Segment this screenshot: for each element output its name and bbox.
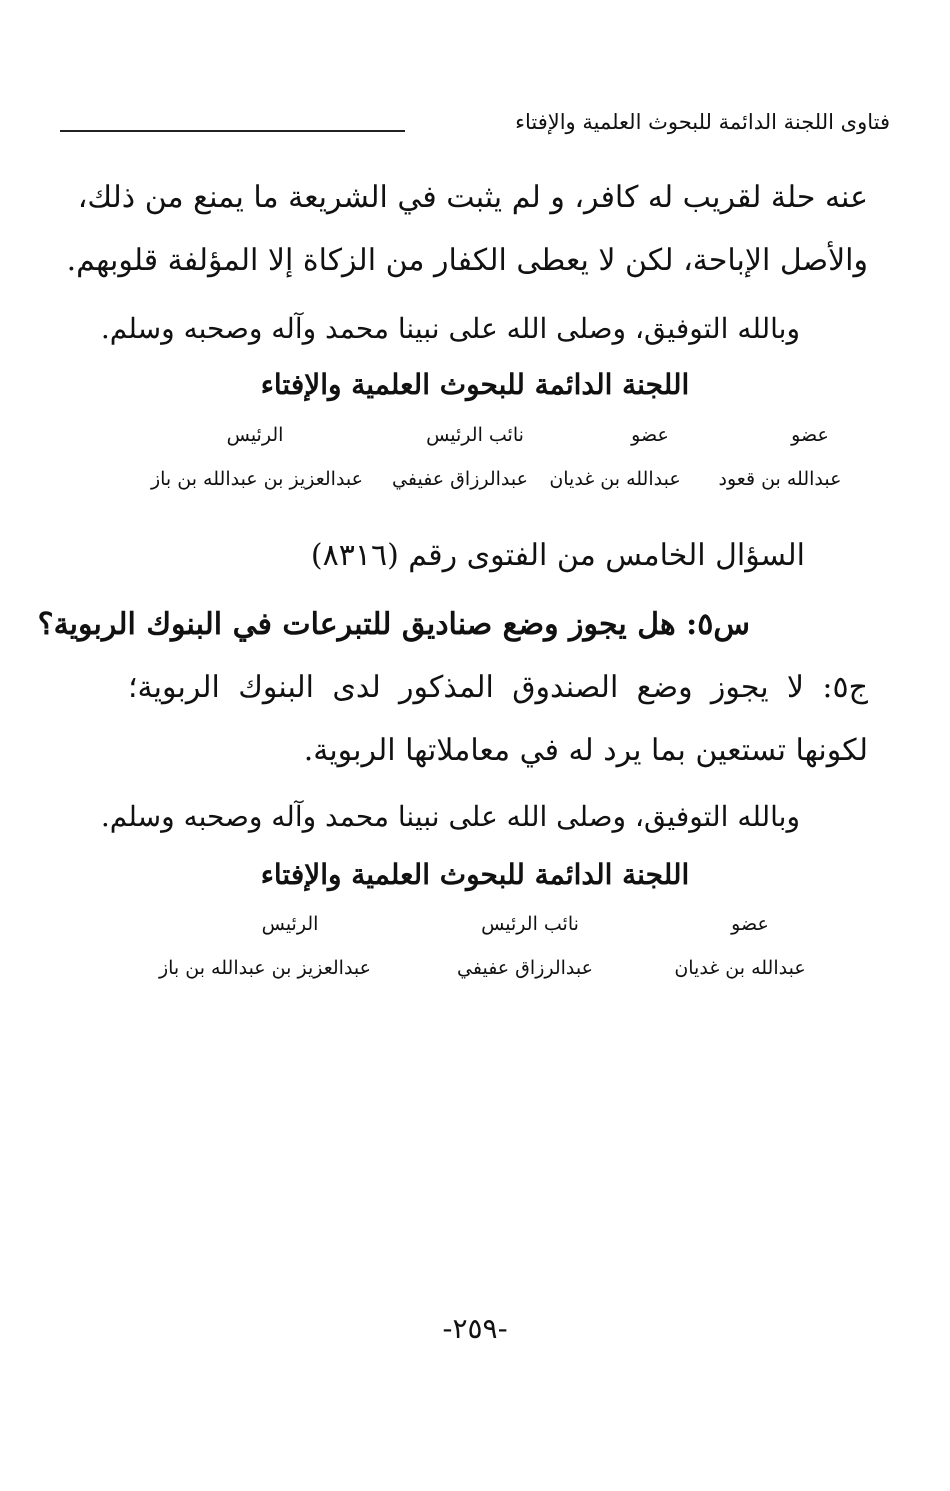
signatory-name: عبدالعزيز بن عبدالله بن باز: [150, 468, 364, 490]
closing-formula: وبالله التوفيق، وصلى الله على نبينا محمد وآله وصحبه وسلم.: [100, 800, 800, 833]
running-header: [60, 108, 890, 148]
answer-line: ج٥: لا يجوز وضع الصندوق المذكور لدى البنوك الربوية؛: [128, 670, 868, 705]
signatory-roles: [0, 913, 950, 943]
paragraph-line: والأصل الإباحة، لكن لا يعطى الكفار من الزكاة إلا المؤلفة قلوبهم.: [66, 243, 868, 278]
header-rule: [60, 130, 405, 132]
header-title: فتاوى اللجنة الدائمة للبحوث العلمية والإفتاء: [515, 110, 890, 134]
role-label: عضو: [631, 424, 669, 446]
role-label: الرئيس: [261, 913, 319, 935]
paragraph-line: عنه حلة لقريب له كافر، و لم يثبت في الشريعة ما يمنع من ذلك،: [77, 180, 868, 215]
signatory-name: عبدالرزاق عفيفي: [457, 957, 593, 979]
answer-line: لكونها تستعين بما يرد له في معاملاتها الربوية.: [303, 733, 868, 768]
page-number: -٢٥٩-: [442, 1312, 508, 1345]
role-label: نائب الرئيس: [426, 424, 524, 446]
signatory-name: عبدالله بن قعود: [718, 468, 842, 490]
role-label: نائب الرئيس: [481, 913, 579, 935]
signatory-names: [0, 468, 950, 498]
committee-name: اللجنة الدائمة للبحوث العلمية والإفتاء: [260, 858, 690, 891]
signatory-name: عبدالله بن غديان: [549, 468, 681, 490]
signatory-name: عبدالرزاق عفيفي: [392, 468, 528, 490]
fatwa-reference: السؤال الخامس من الفتوى رقم (٨٣١٦): [310, 538, 805, 573]
closing-formula: وبالله التوفيق، وصلى الله على نبينا محمد وآله وصحبه وسلم.: [100, 312, 800, 345]
role-label: الرئيس: [226, 424, 284, 446]
signatory-names: [0, 957, 950, 987]
role-label: عضو: [731, 913, 769, 935]
committee-name: اللجنة الدائمة للبحوث العلمية والإفتاء: [260, 368, 690, 401]
signatory-name: عبدالله بن غديان: [674, 957, 806, 979]
question-text: س٥: هل يجوز وضع صناديق للتبرعات في البنوك الربوية؟: [37, 607, 750, 642]
role-label: عضو: [791, 424, 829, 446]
signatory-roles: [0, 424, 950, 454]
signatory-name: عبدالعزيز بن عبدالله بن باز: [158, 957, 372, 979]
